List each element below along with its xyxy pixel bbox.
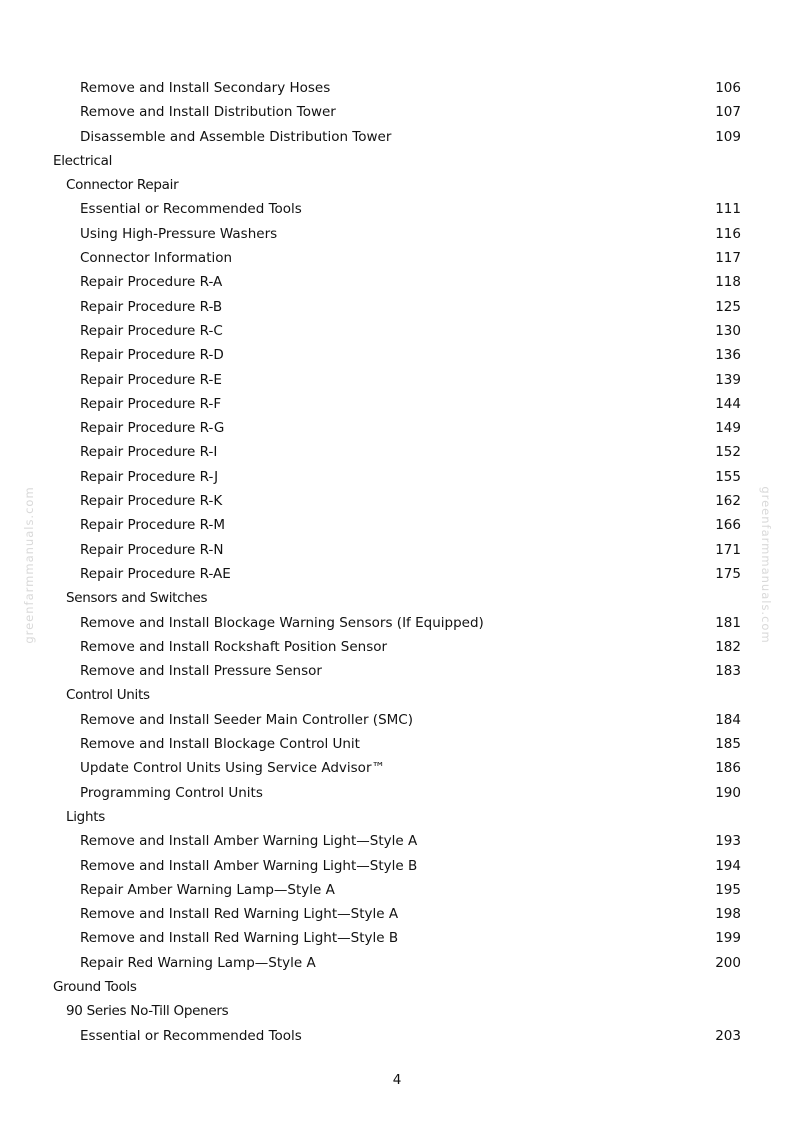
toc-entry [0,562,794,586]
toc-entry-page: 107 [715,104,741,121]
toc-entry-title: Repair Procedure R-C [80,322,223,339]
toc-entry-page: 106 [715,80,741,96]
toc-entry [0,319,794,343]
toc-entry [0,246,794,270]
toc-entry-title: Connector Repair [66,177,179,194]
toc-entry [0,538,794,562]
toc-entry-title: Remove and Install Pressure Sensor [80,663,322,680]
toc-entry-page: 184 [715,711,741,728]
toc-section-heading [0,173,794,197]
toc-entry [0,440,794,464]
toc-entry [0,416,794,440]
toc-entry [0,392,794,416]
toc-entry-page: 182 [715,638,741,655]
toc-entry [0,489,794,513]
toc-entry-page: 181 [715,614,741,631]
toc-entry [0,878,794,902]
toc-entry [0,926,794,950]
toc-entry-page: 171 [715,541,741,558]
toc-entry-page: 136 [715,347,741,364]
toc-entry-title: Remove and Install Secondary Hoses [80,80,331,96]
toc-entry-title: Remove and Install Blockage Control Unit [80,736,360,753]
toc-entry-title: Essential or Recommended Tools [80,1027,302,1044]
toc-entry-title: Remove and Install Red Warning Light—Style B [80,930,399,947]
toc-entry-page: 186 [715,760,741,777]
toc-entry-title: Repair Procedure R-K [80,493,223,510]
toc-entry [0,222,794,246]
toc-entry-page: 111 [715,201,741,218]
toc-entry-title: Disassemble and Assemble Distribution Tower [80,128,392,145]
toc-entry [0,902,794,926]
toc-entry-title: Ground Tools [53,978,137,995]
toc-entry-page: 144 [715,395,741,412]
toc-entry [0,1024,794,1048]
toc-entry-title: Programming Control Units [80,784,263,801]
toc-entry-title: Sensors and Switches [66,590,208,607]
toc-entry-page: 200 [715,954,741,971]
toc-entry [0,659,794,683]
toc-section-heading [0,999,794,1023]
toc-entry-page: 166 [715,517,741,534]
toc-entry [0,76,794,100]
toc-entry-title: Repair Red Warning Lamp—Style A [80,954,316,971]
toc-entry-title: Remove and Install Rockshaft Position Sensor [80,638,388,655]
toc-entry [0,635,794,659]
toc-entry-page: 183 [715,663,741,680]
toc-entry-title: Repair Procedure R-M [80,517,225,534]
toc-entry-page: 117 [715,250,741,267]
toc-entry [0,854,794,878]
page-number: 4 [392,1072,402,1088]
toc-entry [0,781,794,805]
toc-entry [0,611,794,635]
toc-entry-title: Repair Procedure R-E [80,371,222,388]
toc-section-heading [0,149,794,173]
table-of-contents [0,76,794,1048]
toc-entry-title: Remove and Install Amber Warning Light—Style B [80,857,418,874]
toc-entry-title: Repair Procedure R-J [80,468,219,485]
toc-entry-page: 194 [715,857,741,874]
toc-entry-title: Remove and Install Seeder Main Controller (SMC) [80,711,413,728]
toc-section-heading [0,975,794,999]
toc-entry-page: 149 [715,420,741,437]
toc-entry [0,708,794,732]
toc-entry-page: 162 [715,493,741,510]
toc-entry [0,756,794,780]
toc-entry-title: Control Units [66,687,150,704]
toc-entry-title: Remove and Install Amber Warning Light—Style A [80,833,418,850]
toc-entry [0,829,794,853]
toc-entry [0,197,794,221]
toc-entry-page: 199 [715,930,741,947]
toc-entry-title: Repair Procedure R-N [80,541,224,558]
toc-entry-page: 152 [715,444,741,461]
toc-entry-title: Repair Procedure R-B [80,298,223,315]
toc-section-heading [0,805,794,829]
toc-entry-page: 198 [715,906,741,923]
toc-entry-page: 175 [715,565,741,582]
toc-entry-page: 118 [715,274,741,291]
toc-entry-title: Connector Information [80,250,233,267]
toc-entry [0,465,794,489]
toc-entry-page: 193 [715,833,741,850]
toc-entry-title: Repair Procedure R-AE [80,565,231,582]
toc-entry-title: Repair Procedure R-F [80,395,222,412]
toc-entry-title: Remove and Install Distribution Tower [80,104,336,121]
toc-entry-page: 195 [715,881,741,898]
toc-section-heading [0,683,794,707]
toc-entry-page: 155 [715,468,741,485]
toc-entry-title: Remove and Install Blockage Warning Sensors (If Equipped) [80,614,484,631]
toc-entry-page: 116 [715,225,741,242]
toc-entry-page: 130 [715,322,741,339]
toc-entry-page: 190 [715,784,741,801]
toc-section-heading [0,586,794,610]
toc-entry-title: Repair Procedure R-D [80,347,224,364]
toc-entry [0,270,794,294]
toc-entry-title: Electrical [53,152,113,169]
toc-entry [0,732,794,756]
toc-entry-page: 125 [715,298,741,315]
watermark-left: greenfarmmanuals.com [22,486,36,644]
toc-entry-title: Repair Amber Warning Lamp—Style A [80,881,335,898]
toc-entry-title: Repair Procedure R-I [80,444,218,461]
toc-entry [0,295,794,319]
toc-entry-page: 109 [715,128,741,145]
toc-entry-title: Using High-Pressure Washers [80,225,278,242]
toc-entry-title: Essential or Recommended Tools [80,201,302,218]
toc-entry-title: Remove and Install Red Warning Light—Style A [80,906,399,923]
toc-entry [0,100,794,124]
toc-entry-title: 90 Series No-Till Openers [66,1003,229,1020]
toc-entry [0,513,794,537]
toc-entry-page: 139 [715,371,741,388]
watermark-right: greenfarmmanuals.com [759,486,773,644]
toc-entry [0,343,794,367]
toc-entry [0,125,794,149]
toc-entry [0,368,794,392]
toc-entry-title: Lights [66,808,105,825]
toc-entry-title: Update Control Units Using Service Advisor™ [80,760,385,777]
toc-entry-title: Repair Procedure R-A [80,274,223,291]
toc-entry [0,951,794,975]
toc-entry-page: 203 [715,1027,741,1044]
toc-entry-title: Repair Procedure R-G [80,420,225,437]
toc-entry-page: 185 [715,736,741,753]
